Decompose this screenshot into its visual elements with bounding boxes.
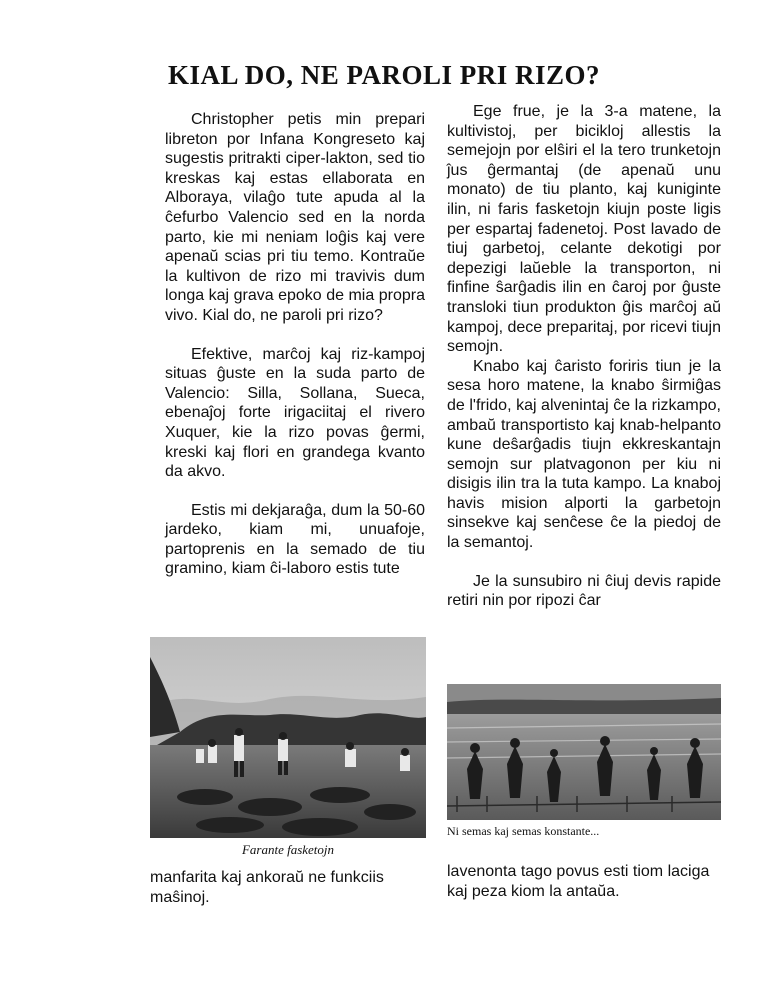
left-paragraph-2: Efektive, marĉoj kaj riz-kampoj situas ĝuste en la suda parto de Valencio: Silla, Sollana, Sueca, ebenaĵoj forte irigaciitaj el rivero Xuquer, kie la rizo povas ĝermi, kreski kaj flori en grandega kvanto da akvo. — [165, 345, 425, 481]
right-photo-caption: Ni semas kaj semas konstante... — [447, 824, 600, 838]
right-paragraph-1: Ege frue, je la 3-a matene, la kultivistoj, per bicikloj allestis la semejojn por elŝiri el la tero trunketojn ĵus ĝermantaj (de apenaŭ unu monato) de tiu planto, kaj kuniginte ilin, ni faris fasketojn kiujn poste ligis per espartaj fadenetoj. Post lavado de tiuj garbetoj, celante dekotigi por depezigi laŭeble la transporton, ni finfine ŝarĝadis ilin en ĉaroj por ĝuste transloki tiun produkton ĝis marĉoj aŭ kampoj, dece preparitaj, por ricevi tiujn semojn. — [447, 103, 721, 356]
left-paragraph-1: Christopher petis min prepari libreton por Infana Kongreseto kaj sugestis pritrakti ciper-lakton, sed tio kreskas kaj estas ellaborata en Alboraya, vilaĝo tute apuda al la ĉefurbo Valencio sed en la norda parto, kie mi neniam loĝis kaj vere apenaŭ scias pri tiu temo. Kontraŭe la kultivon de rizo mi travivis dum longa kaj grava epoko de mia propra vivo. Kial do, ne paroli pri rizo? — [165, 111, 425, 324]
right-paragraph-2: Knabo kaj ĉaristo foriris tiun je la sesa horo matene, la knabo ŝirmiĝas de l'frido, kaj alvenintaj ĉe la rizkampo, ambaŭ transportisto kaj knab-helpanto kune deŝarĝadis tiujn ekkreskantajn semojn sur platvagonon per kiu ni disigis ilin tra la tuta kampo. La knaboj havis mision alporti la garbetojn sinsekve kaj senĉese ĉe la piedoj de la semantoj. — [447, 357, 721, 552]
left-closing-text: manfarita kaj ankoraŭ ne funkciis maŝinoj. — [150, 869, 384, 906]
right-closing-text: lavenonta tago povus esti tiom laciga kaj peza kiom la antaŭa. — [447, 863, 710, 900]
left-paragraph-3: Estis mi dekjaraĝa, dum la 50-60 jardeko, kiam mi, unuafoje, partoprenis en la semado de tiu gramino, kiam ĉi-laboro estis tute — [165, 501, 425, 578]
right-paragraph-3: Je la sunsubiro ni ĉiuj devis rapide retiri nin por ripozi ĉar — [447, 572, 721, 610]
photo-illustration — [150, 637, 426, 838]
rice-bundling-photo — [150, 637, 426, 838]
photo-illustration — [447, 684, 721, 820]
right-text-column — [447, 102, 721, 611]
rice-planting-photo — [447, 684, 721, 820]
page-title: KIAL DO, NE PAROLI PRI RIZO? — [167, 60, 601, 90]
left-text-column — [165, 110, 425, 579]
left-photo-caption: Farante fasketojn — [241, 842, 335, 857]
